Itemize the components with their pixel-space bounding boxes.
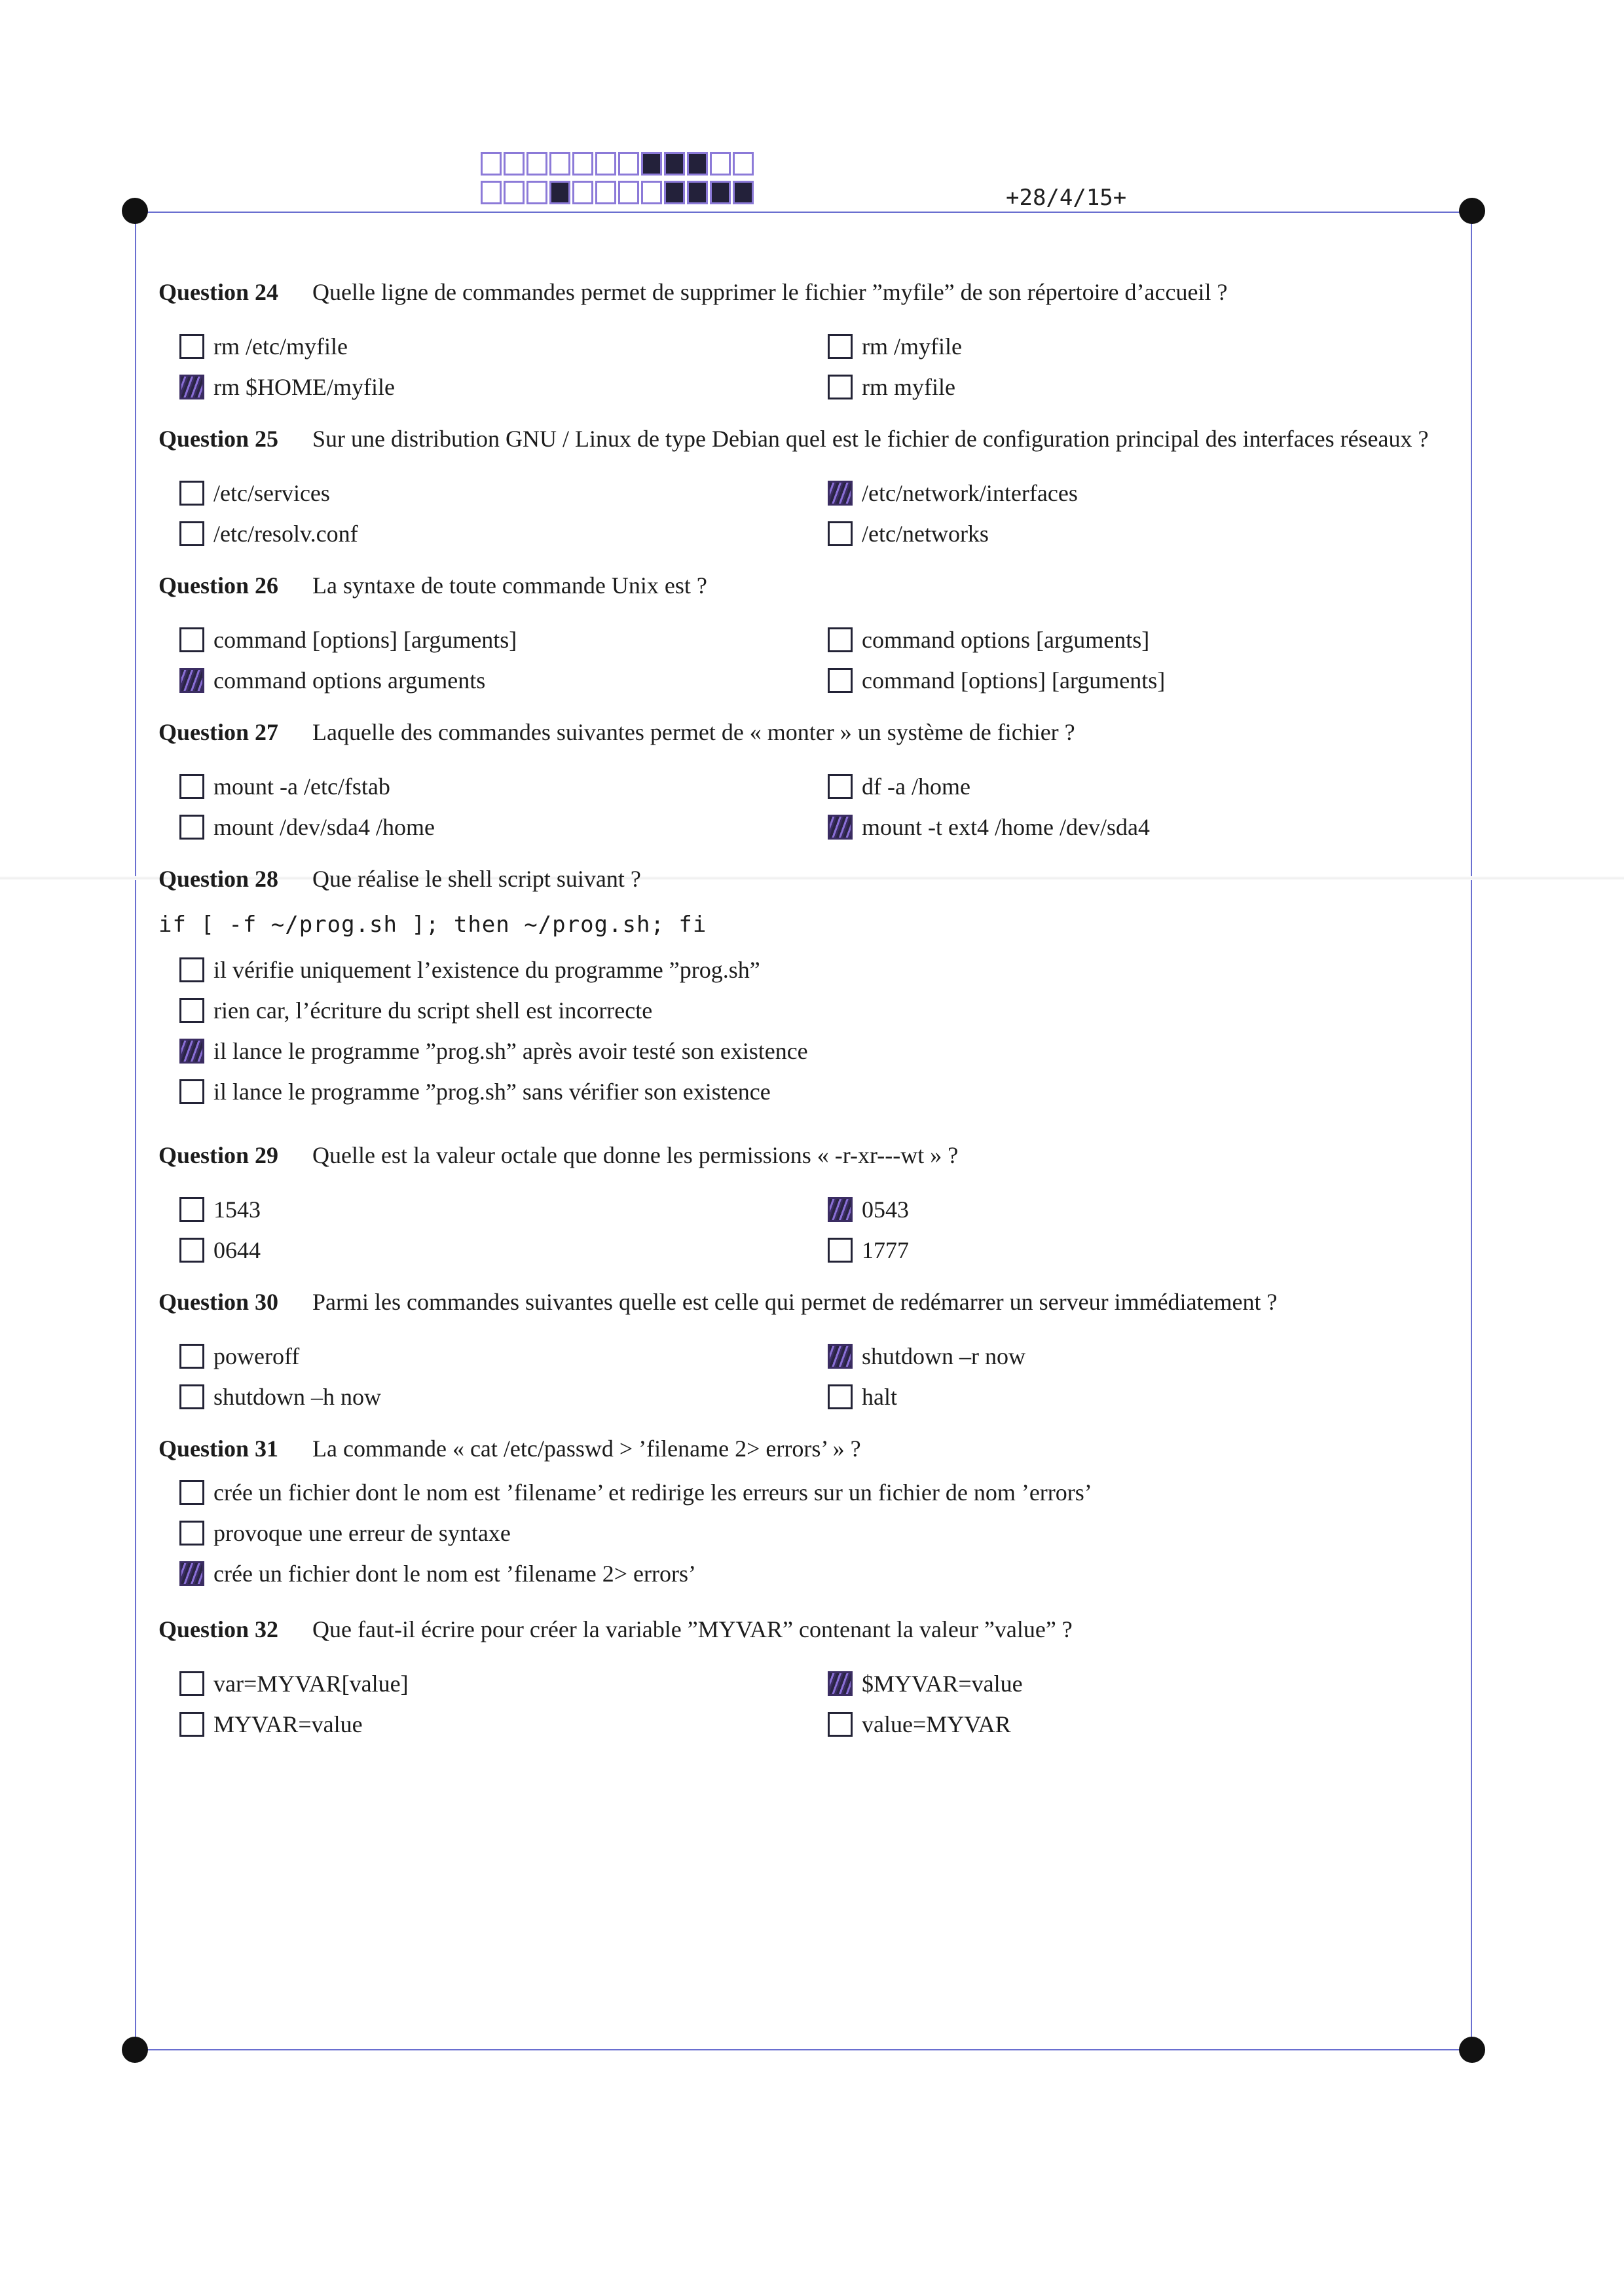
checkbox[interactable] — [828, 481, 853, 506]
question-number: Question 30 — [158, 1289, 279, 1315]
question-29 — [158, 1141, 1455, 1270]
checkbox[interactable] — [179, 668, 204, 693]
answer-label: mount /dev/sda4 /home — [213, 814, 435, 840]
question-24 — [158, 278, 1455, 407]
checkbox[interactable] — [179, 1712, 204, 1737]
answer-label: /etc/networks — [862, 521, 989, 547]
answer-option[interactable] — [158, 1071, 1455, 1112]
checkbox[interactable] — [179, 1561, 204, 1586]
question-31 — [158, 1434, 1455, 1594]
checkbox[interactable] — [179, 1079, 204, 1104]
barcode-cell — [733, 181, 754, 204]
checkbox[interactable] — [179, 1480, 204, 1505]
checkbox[interactable] — [828, 334, 853, 359]
checkbox[interactable] — [179, 375, 204, 399]
answer-label: il lance le programme ”prog.sh” sans vérifier son existence — [213, 1079, 771, 1105]
page-barcode — [481, 152, 756, 210]
checkbox[interactable] — [828, 668, 853, 693]
checkbox[interactable] — [828, 1384, 853, 1409]
question-number: Question 24 — [158, 279, 279, 305]
barcode-cell — [618, 152, 639, 176]
question-number: Question 28 — [158, 866, 279, 892]
answer-label: rm /etc/myfile — [213, 333, 348, 360]
answer-label: rm $HOME/myfile — [213, 374, 395, 400]
answer-label: command options arguments — [213, 667, 486, 694]
question-text: Sur une distribution GNU / Linux de type Debian quel est le fichier de configuration principal des interfaces réseaux ? — [312, 426, 1429, 452]
checkbox[interactable] — [179, 1384, 204, 1409]
question-text: Quelle ligne de commandes permet de supprimer le fichier ”myfile” de son répertoire d’accueil ? — [312, 279, 1228, 305]
barcode-cell — [687, 181, 708, 204]
answer-label: $MYVAR=value — [862, 1671, 1023, 1697]
checkbox[interactable] — [179, 1344, 204, 1369]
answer-option[interactable] — [158, 990, 1455, 1031]
checkbox[interactable] — [179, 627, 204, 652]
answer-option[interactable] — [158, 473, 807, 513]
checkbox[interactable] — [828, 1238, 853, 1263]
checkbox[interactable] — [828, 1197, 853, 1222]
answer-label: value=MYVAR — [862, 1711, 1011, 1737]
checkbox[interactable] — [179, 521, 204, 546]
question-26 — [158, 571, 1455, 701]
barcode-cell — [618, 181, 639, 204]
question-text: La syntaxe de toute commande Unix est ? — [312, 572, 707, 599]
answer-option[interactable] — [807, 367, 1455, 407]
answer-label: 1777 — [862, 1237, 909, 1263]
answer-label: 1543 — [213, 1196, 261, 1223]
answer-label: command options [arguments] — [862, 627, 1150, 653]
checkbox[interactable] — [828, 375, 853, 399]
answer-label: command [options] [arguments] — [213, 627, 517, 653]
answer-option[interactable] — [158, 1513, 1455, 1553]
answer-label: shutdown –r now — [862, 1343, 1025, 1369]
question-number: Question 25 — [158, 426, 279, 452]
question-text: Parmi les commandes suivantes quelle est celle qui permet de redémarrer un serveur immédiatement ? — [312, 1289, 1278, 1315]
checkbox[interactable] — [179, 1039, 204, 1064]
answer-list — [158, 950, 1455, 1112]
answer-label: poweroff — [213, 1343, 300, 1369]
answer-option[interactable] — [158, 1336, 807, 1377]
answer-option[interactable] — [158, 1377, 807, 1417]
answer-label: il lance le programme ”prog.sh” après avoir testé son existence — [213, 1038, 808, 1064]
barcode-cell — [687, 152, 708, 176]
barcode-cell — [641, 181, 662, 204]
answer-label: provoque une erreur de syntaxe — [213, 1520, 511, 1546]
answer-option[interactable] — [158, 620, 807, 660]
barcode-cell — [526, 181, 547, 204]
answer-option[interactable] — [807, 766, 1455, 807]
barcode-cell — [549, 181, 570, 204]
barcode-cell — [481, 181, 502, 204]
checkbox[interactable] — [179, 481, 204, 506]
question-text: La commande « cat /etc/passwd > ’filename 2> errors’ » ? — [312, 1435, 861, 1462]
checkbox[interactable] — [828, 774, 853, 799]
answer-label: rm /myfile — [862, 333, 962, 360]
answer-option[interactable] — [807, 1663, 1455, 1704]
answer-label: rm myfile — [862, 374, 955, 400]
barcode-cell — [595, 181, 616, 204]
checkbox[interactable] — [179, 998, 204, 1023]
answer-list — [158, 1472, 1455, 1594]
checkbox[interactable] — [828, 1344, 853, 1369]
registration-mark-top-right — [1459, 198, 1485, 224]
checkbox[interactable] — [179, 957, 204, 982]
barcode-cell — [595, 152, 616, 176]
registration-mark-bottom-left — [122, 2037, 148, 2063]
answer-label: shutdown –h now — [213, 1384, 382, 1410]
answer-list — [158, 473, 1455, 554]
answer-list — [158, 1336, 1455, 1417]
barcode-cell — [710, 152, 731, 176]
answer-list — [158, 1663, 1455, 1745]
answer-option[interactable] — [158, 807, 807, 847]
answer-option[interactable] — [807, 1230, 1455, 1270]
answer-option[interactable] — [158, 1472, 1455, 1513]
answer-label: command [options] [arguments] — [862, 667, 1166, 694]
answer-option[interactable] — [158, 1189, 807, 1230]
answer-list — [158, 326, 1455, 407]
barcode-cell — [664, 181, 685, 204]
answer-option[interactable] — [807, 326, 1455, 367]
answer-label: /etc/services — [213, 480, 330, 506]
barcode-cell — [572, 152, 593, 176]
barcode-cell — [504, 181, 525, 204]
answer-option[interactable] — [158, 1230, 807, 1270]
question-30 — [158, 1287, 1455, 1417]
question-list — [158, 278, 1455, 1745]
question-text: Que réalise le shell script suivant ? — [312, 866, 641, 892]
answer-option[interactable] — [158, 513, 807, 554]
barcode-cell — [526, 152, 547, 176]
answer-label: 0644 — [213, 1237, 261, 1263]
page-id: +28/4/15+ — [1006, 185, 1127, 211]
barcode-cell — [641, 152, 662, 176]
answer-label: MYVAR=value — [213, 1711, 363, 1737]
registration-mark-bottom-right — [1459, 2037, 1485, 2063]
answer-option[interactable] — [807, 1704, 1455, 1745]
answer-option[interactable] — [807, 473, 1455, 513]
answer-label: rien car, l’écriture du script shell est incorrecte — [213, 997, 653, 1024]
barcode-cell — [710, 181, 731, 204]
answer-label: /etc/network/interfaces — [862, 480, 1078, 506]
barcode-cell — [664, 152, 685, 176]
answer-option[interactable] — [807, 1336, 1455, 1377]
question-32 — [158, 1615, 1455, 1745]
barcode-row — [481, 152, 756, 178]
question-text: Laquelle des commandes suivantes permet de « monter » un système de fichier ? — [312, 719, 1075, 745]
answer-option[interactable] — [807, 513, 1455, 554]
answer-option[interactable] — [158, 1553, 1455, 1594]
checkbox[interactable] — [828, 1712, 853, 1737]
question-25 — [158, 424, 1455, 554]
question-number: Question 31 — [158, 1435, 279, 1462]
barcode-row — [481, 181, 756, 207]
checkbox[interactable] — [828, 521, 853, 546]
answer-label: /etc/resolv.conf — [213, 521, 358, 547]
answer-list — [158, 766, 1455, 847]
checkbox[interactable] — [179, 1521, 204, 1546]
checkbox[interactable] — [179, 1671, 204, 1696]
checkbox[interactable] — [179, 334, 204, 359]
barcode-cell — [504, 152, 525, 176]
answer-option[interactable] — [158, 1031, 1455, 1071]
question-text: Quelle est la valeur octale que donne les permissions « -r-xr---wt » ? — [312, 1142, 959, 1168]
answer-option[interactable] — [158, 660, 807, 701]
checkbox[interactable] — [179, 1197, 204, 1222]
answer-label: var=MYVAR[value] — [213, 1671, 409, 1697]
answer-option[interactable] — [807, 807, 1455, 847]
question-number: Question 27 — [158, 719, 279, 745]
checkbox[interactable] — [828, 815, 853, 840]
checkbox[interactable] — [828, 1671, 853, 1696]
question-number: Question 26 — [158, 572, 279, 599]
question-27 — [158, 718, 1455, 847]
answer-option[interactable] — [158, 766, 807, 807]
answer-option[interactable] — [158, 1663, 807, 1704]
answer-option[interactable] — [807, 620, 1455, 660]
answer-option[interactable] — [807, 1189, 1455, 1230]
checkbox[interactable] — [179, 815, 204, 840]
question-number: Question 29 — [158, 1142, 279, 1168]
checkbox[interactable] — [828, 627, 853, 652]
answer-label: 0543 — [862, 1196, 909, 1223]
checkbox[interactable] — [179, 774, 204, 799]
barcode-cell — [549, 152, 570, 176]
answer-option[interactable] — [807, 660, 1455, 701]
question-text: Que faut-il écrire pour créer la variable ”MYVAR” contenant la valeur ”value” ? — [312, 1616, 1073, 1642]
barcode-cell — [733, 152, 754, 176]
answer-label: il vérifie uniquement l’existence du programme ”prog.sh” — [213, 957, 760, 983]
answer-option[interactable] — [158, 950, 1455, 990]
answer-label: crée un fichier dont le nom est ’filename 2> errors’ — [213, 1561, 696, 1587]
answer-option[interactable] — [807, 1377, 1455, 1417]
answer-label: mount -a /etc/fstab — [213, 773, 390, 800]
answer-list — [158, 1189, 1455, 1270]
answer-option[interactable] — [158, 1704, 807, 1745]
answer-option[interactable] — [158, 326, 807, 367]
checkbox[interactable] — [179, 1238, 204, 1263]
answer-label: df -a /home — [862, 773, 970, 800]
answer-list — [158, 620, 1455, 701]
barcode-cell — [572, 181, 593, 204]
answer-option[interactable] — [158, 367, 807, 407]
barcode-cell — [481, 152, 502, 176]
answer-label: mount -t ext4 /home /dev/sda4 — [862, 814, 1150, 840]
answer-label: crée un fichier dont le nom est ’filename’ et redirige les erreurs sur un fichier de nom ’errors’ — [213, 1479, 1092, 1506]
answer-label: halt — [862, 1384, 897, 1410]
question-number: Question 32 — [158, 1616, 279, 1642]
registration-mark-top-left — [122, 198, 148, 224]
shell-script-code: if [ -f ~/prog.sh ]; then ~/prog.sh; fi — [158, 912, 707, 938]
question-28 — [158, 864, 1455, 1112]
